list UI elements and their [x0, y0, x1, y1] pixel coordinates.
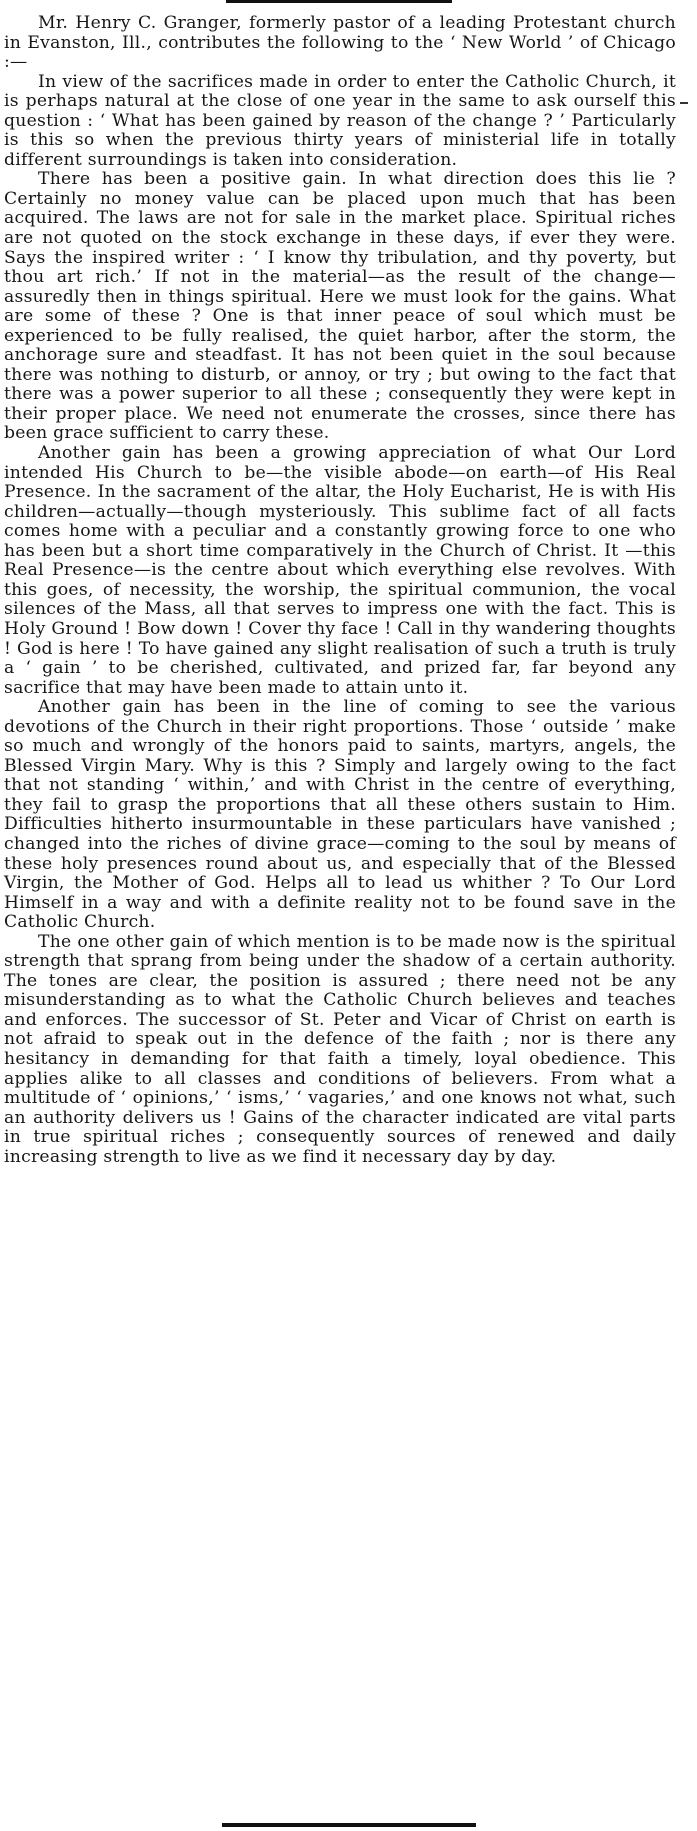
article-column [4, 14, 676, 1167]
paragraph-real-presence: Another gain has been a growing appreciation of what Our Lord intended His Church to be—the visible abode—on earth—of His Real Presence. In the sacrament of the altar, the Holy Eucharist, He is with His children—actually—though mysteriously. This sublime fact of all facts comes home with a peculiar and a constantly growing force to one who has been but a short time comparatively in the Church of Christ. It —this Real Presence—is the centre about which everything else revolves. With this goes, of necessity, the worship, the spiritual communion, the vocal silences of the Mass, all that serves to impress one with the fact. This is Holy Ground ! Bow down ! Cover thy face ! Call in thy wandering thoughts ! God is here ! To have gained any slight realisation of such a truth is truly a ‘ gain ’ to be cherished, cultivated, and prized far, far beyond any sacrifice that may have been made to attain unto it. [4, 443, 676, 698]
paragraph-question: In view of the sacrifices made in order to enter the Catholic Church, it is perhaps natural at the close of one year in the same to ask ourself this question : ‘ What has been gained by reason of the change ? ’ Particularly is this so when the previous thirty years of ministerial life in totally different surroundings is taken into consideration. [4, 71, 676, 170]
margin-mark [680, 102, 688, 104]
paragraph-positive-gain: There has been a positive gain. In what direction does this lie ? Certainly no money value can be placed upon much that has been acquired. The laws are not for sale in the market place. Spiritual riches are not quoted on the stock exchange in these days, if ever they were. Says the inspired writer : ‘ I know thy tribulation, and thy poverty, but thou art rich.’ If not in the material—as the result of the change—assuredly then in things spiritual. Here we must look for the gains. What are some of these ? One is that inner peace of soul which must be experienced to be fully realised, the quiet harbor, after the storm, the anchorage sure and steadfast. It has not been quiet in the soul because there was nothing to disturb, or annoy, or try ; but owing to the fact that there was a power superior to all these ; consequently they were kept in their proper place. We need not enumerate the crosses, since there has been grace sufficient to carry these. [4, 169, 676, 444]
intro-paragraph: Mr. Henry C. Granger, formerly pastor of a leading Protestant church in Evanston, Ill., contributes the following to the ‘ New World ’ of Chicago :— [4, 13, 676, 73]
paragraph-authority: The one other gain of which mention is to be made now is the spiritual strength that sprang from being under the shadow of a certain authority. The tones are clear, the position is assured ; there need not be any misunderstanding as to what the Catholic Church believes and teaches and enforces. The successor of St. Peter and Vicar of Christ on earth is not afraid to speak out in the defence of the faith ; nor is there any hesitancy in demanding for that faith a timely, loyal obedience. This applies alike to all classes and conditions of believers. From what a multitude of ‘ opinions,’ ‘ isms,’ ‘ vagaries,’ and one knows not what, such an authority delivers us ! Gains of the character indicated are vital parts in true spiritual riches ; consequently sources of renewed and daily increasing strength to live as we find it necessary day by day. [4, 931, 676, 1167]
paragraph-devotions: Another gain has been in the line of coming to see the various devotions of the Church in their right proportions. Those ‘ outside ’ make so much and wrongly of the honors paid to saints, martyrs, angels, the Blessed Virgin Mary. Why is this ? Simply and largely owing to the fact that not standing ‘ within,’ and with Christ in the centre of everything, they fail to grasp the proportions that all these others sustain to Him. Difficulties hitherto insurmountable in these particulars have vanished ; changed into the riches of divine grace—coming to the soul by means of these holy presences round about us, and especially that of the Blessed Virgin, the Mother of God. Helps all to lead us whither ? To Our Lord Himself in a way and with a definite reality not to be found save in the Catholic Church. [4, 697, 676, 933]
top-rule [226, 0, 452, 3]
bottom-rule [222, 1823, 476, 1827]
